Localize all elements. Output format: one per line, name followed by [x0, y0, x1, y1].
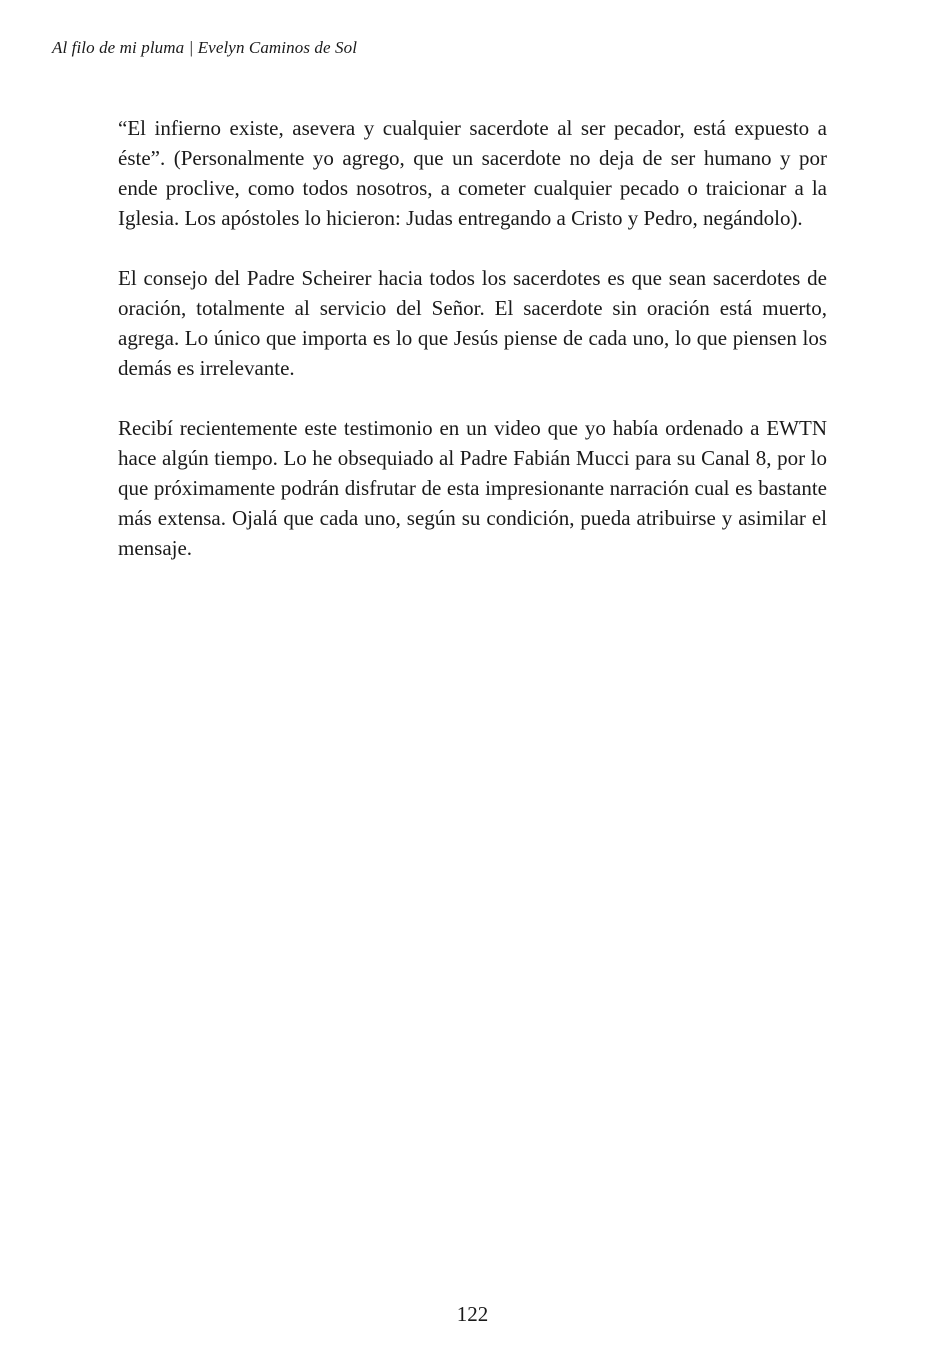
- running-header: Al filo de mi pluma | Evelyn Caminos de Sol: [52, 38, 358, 57]
- page-number: 122: [456, 1302, 489, 1326]
- paragraph: Recibí recientemente este testimonio en un video que yo había ordenado a EWTN hace algún tiempo. Lo he obsequiado al Padre Fabián Mucci para su Canal 8, por lo que próximamente podrán disfrutar de esta impresionante narración cual es bastante más extensa. Ojalá que cada uno, según su condición, pueda atribuirse y asimilar el mensaje.: [118, 416, 827, 560]
- paragraph: El consejo del Padre Scheirer hacia todos los sacerdotes es que sean sacerdotes de oración, totalmente al servicio del Señor. El sacerdote sin oración está muerto, agrega. Lo único que importa es lo que Jesús piense de cada uno, lo que piensen los demás es irrelevante.: [118, 266, 827, 380]
- body-text: [118, 113, 827, 593]
- paragraph: “El infierno existe, asevera y cualquier sacerdote al ser pecador, está expuesto a éste”. (Personalmente yo agrego, que un sacerdote no deja de ser humano y por ende proclive, como todos nosotros, a cometer cualquier pecado o traicionar a la Iglesia. Los apóstoles lo hicieron: Judas entregando a Cristo y Pedro, negándolo).: [118, 116, 827, 230]
